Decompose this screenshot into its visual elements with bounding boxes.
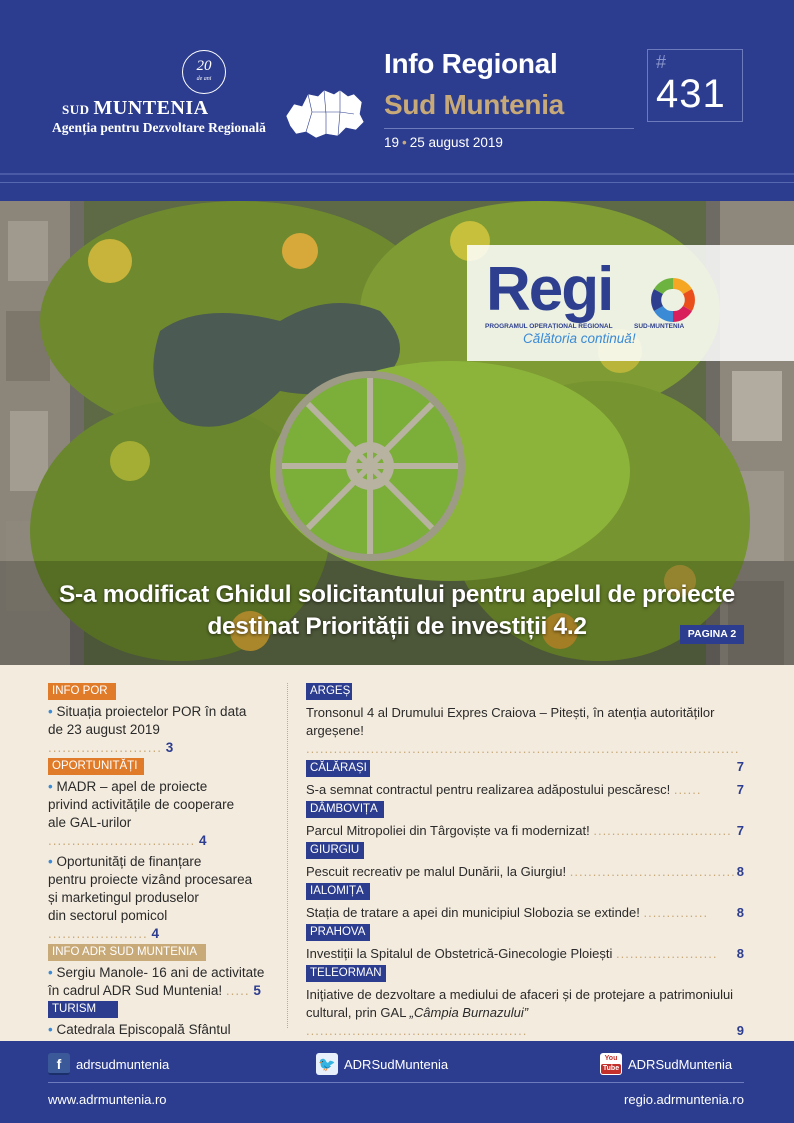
website-link[interactable]: www.adrmuntenia.ro (48, 1092, 167, 1107)
page-number: 8 (736, 905, 744, 920)
entry-text: din sectorul pomicol (48, 908, 168, 923)
dot-leader: ........................ (48, 740, 163, 755)
entry-text: Catedrala Episcopală Sfântul (56, 1022, 231, 1037)
entry-text: pentru proiecte vizând procesarea (48, 872, 253, 887)
facebook-link[interactable] (48, 1053, 169, 1075)
dot-leader: .............................. (593, 823, 732, 838)
dot-leader: .............................................................................................. (306, 741, 740, 756)
section-label-giurgiu: GIURGIU (306, 842, 364, 859)
section-label-calarasi: CĂLĂRAȘI (306, 760, 370, 777)
section-label-info-por: INFO POR (48, 683, 116, 700)
youtube-icon (600, 1053, 622, 1075)
dot-leader: ................................................ (306, 1023, 528, 1038)
issue-number-box (647, 49, 743, 122)
bullet-icon: • (48, 965, 57, 980)
column-divider (287, 683, 288, 1028)
entry-text: ale GAL-urilor (48, 815, 132, 830)
toc-entry[interactable] (306, 904, 744, 922)
entry-text: Parcul Mitropoliei din Târgoviște va fi modernizat! (306, 823, 590, 838)
regio-program-name: PROGRAMUL OPERAȚIONAL REGIONAL (485, 323, 613, 330)
page-number: 4 (151, 926, 160, 941)
dot-leader: .............. (643, 905, 709, 920)
anniversary-laurel-icon (182, 50, 226, 94)
header-stripe (0, 173, 794, 201)
logo-muntenia: MUNTENIA (93, 97, 209, 119)
entry-text: argeșene! (306, 723, 364, 738)
dot-leader: ..................... (48, 926, 148, 941)
twitter-handle: ADRSudMuntenia (344, 1056, 449, 1072)
region-map-icon (282, 86, 366, 142)
toc-entry[interactable] (306, 945, 744, 963)
title-divider (384, 128, 634, 129)
toc-entry[interactable] (306, 781, 744, 799)
feature-headline[interactable] (0, 579, 794, 643)
facebook-handle: adrsudmuntenia (76, 1056, 170, 1072)
issue-hash: # (656, 52, 667, 72)
page-number: 7 (736, 759, 744, 774)
logo-region-name (62, 97, 213, 120)
entry-text: Tronsonul 4 al Drumului Expres Craiova – Pitești, în atenția autorităților (306, 705, 715, 720)
bullet-icon: • (48, 779, 57, 794)
dot-leader: ..... (225, 983, 250, 998)
page-number: 7 (736, 823, 744, 838)
entry-text: Oportunități de finanțare (56, 854, 202, 869)
logo-sud: SUD (62, 102, 90, 117)
anniversary-number: 20 (196, 58, 212, 74)
entry-text: privind activitățile de cooperare (48, 797, 235, 812)
toc-entry[interactable] (306, 822, 744, 840)
section-label-oportunitati: OPORTUNITĂȚI (48, 758, 144, 775)
section-label-ialomita: IALOMIȚA (306, 883, 370, 900)
youtube-icon-text: You (604, 1055, 618, 1062)
bullet-icon: • (48, 854, 57, 869)
section-label-info-adr: INFO ADR SUD MUNTENIA (48, 944, 206, 961)
section-label-teleorman: TELEORMAN (306, 965, 386, 982)
entry-text: Situația proiectelor POR în data (56, 704, 247, 719)
headline-line-2: destinat Priorității de investiții 4.2 (207, 613, 587, 640)
section-label-turism: TURISM (48, 1001, 118, 1018)
masthead (0, 0, 794, 173)
toc-entry[interactable] (306, 863, 744, 881)
dot-leader: .................................... (569, 864, 736, 879)
entry-text: Investiții la Spitalul de Obstetrică-Ginecologie Ploiești (306, 946, 613, 961)
youtube-icon-text: Tube (602, 1065, 620, 1072)
page-number: 8 (736, 864, 744, 879)
toc-right-column (306, 683, 744, 1042)
entry-text: de 23 august 2019 (48, 722, 160, 737)
section-label-dambovita: DÂMBOVIȚA (306, 801, 384, 818)
page-number: 8 (736, 946, 744, 961)
entry-italic-text: „Câmpia Burnazului” (409, 1005, 529, 1020)
youtube-link[interactable] (600, 1053, 732, 1075)
issue-dates (384, 135, 503, 150)
regio-region-name: SUD-MUNTENIA (634, 323, 685, 330)
entry-text: Pescuit recreativ pe malul Dunării, la Giurgiu! (306, 864, 567, 879)
youtube-handle: ADRSudMuntenia (628, 1056, 733, 1072)
regio-website-link[interactable]: regio.adrmuntenia.ro (624, 1092, 744, 1107)
toc-entry[interactable] (48, 703, 268, 757)
page-number: 4 (199, 833, 207, 848)
date-end: 25 august 2019 (409, 135, 503, 150)
entry-text: Stația de tratare a apei din municipiul Slobozia se extinde! (306, 905, 640, 920)
bullet-icon: • (48, 704, 57, 719)
bullet-icon: • (48, 1022, 57, 1037)
entry-text: Sergiu Manole- 16 ani de activitate (56, 965, 265, 980)
twitter-link[interactable] (316, 1053, 448, 1075)
section-label-prahova: PRAHOVA (306, 924, 370, 941)
entry-text: Inițiative de dezvoltare a mediului de afaceri și de protejare a patrimoniului (306, 987, 734, 1002)
page-number: 7 (736, 782, 744, 797)
publication-title: Info Regional (384, 48, 558, 79)
adr-logo[interactable] (46, 46, 366, 156)
dot-leader: ............................... (48, 833, 196, 848)
entry-text: în cadrul ADR Sud Muntenia! (48, 983, 223, 998)
entry-text: S-a semnat contractul pentru realizarea adăpostului pescăresc! (306, 782, 671, 797)
toc-entry[interactable] (306, 986, 744, 1040)
section-label-arges: ARGEȘ (306, 683, 352, 700)
toc-entry[interactable] (48, 778, 268, 850)
date-separator-icon: • (402, 135, 407, 150)
publication-subtitle: Sud Muntenia (384, 89, 564, 120)
date-start: 19 (384, 135, 400, 150)
page-number: 5 (253, 983, 261, 998)
footer-divider (48, 1082, 744, 1083)
facebook-icon: f (48, 1053, 70, 1075)
regio-tagline: Călătoria continuă! (523, 331, 636, 346)
entry-text: și marketingul produselor (48, 890, 199, 905)
regio-wordmark: Regi (486, 255, 613, 324)
page-number: 3 (165, 740, 174, 755)
page-2-badge[interactable]: PAGINA 2 (680, 625, 744, 644)
toc-left-column (48, 683, 268, 1058)
dot-leader: ...... (673, 782, 702, 797)
headline-line-1: S-a modificat Ghidul solicitantului pentru apelul de proiecte (59, 581, 735, 608)
page-number: 9 (736, 1023, 744, 1038)
twitter-icon: 🐦 (316, 1053, 338, 1075)
footer (0, 1041, 794, 1123)
dot-leader: ...................... (616, 946, 718, 961)
issue-number: 431 (656, 72, 726, 116)
anniversary-sub: de ani (196, 76, 212, 82)
entry-text: MADR – apel de proiecte (56, 779, 208, 794)
toc-entry[interactable] (48, 853, 268, 943)
regio-logo-box (467, 245, 794, 361)
toc-entry[interactable] (48, 964, 268, 1000)
entry-text: cultural, prin GAL (306, 1005, 410, 1020)
logo-agency: Agenția pentru Dezvoltare Regională (52, 120, 266, 135)
